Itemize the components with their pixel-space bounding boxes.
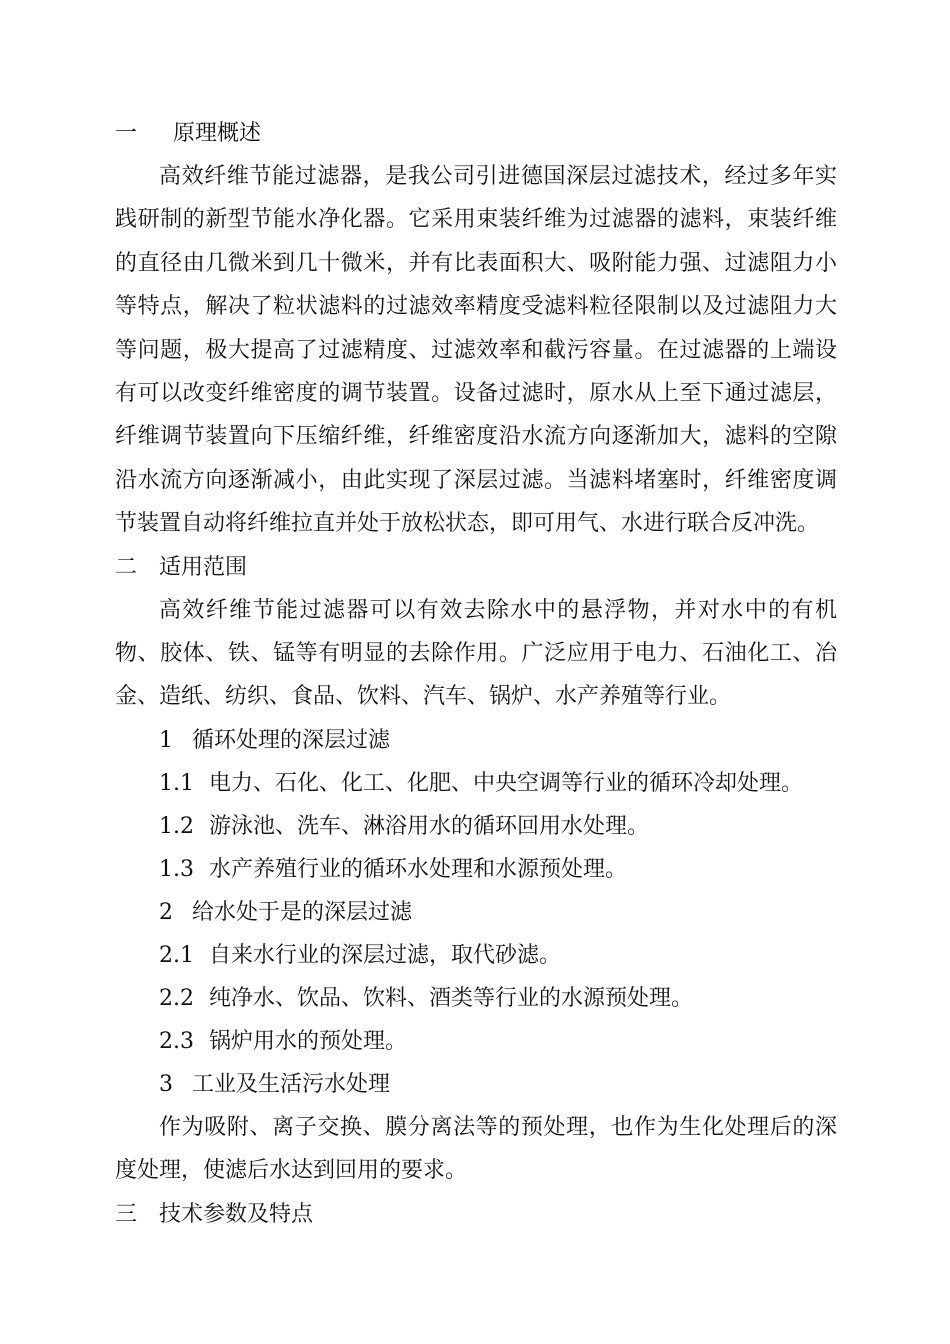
section-2-paragraph: 高效纤维节能过滤器可以有效去除水中的悬浮物，并对水中的有机物、胶体、铁、锰等有明显的去除作用。广泛应用于电力、石油化工、冶金、造纸、纺织、食品、饮料、汽车、锅炉、水产养殖等行业。 xyxy=(115,597,837,710)
list-item-number: 1.2 xyxy=(159,813,194,839)
section-heading-2 xyxy=(115,546,837,589)
list-item-number: 2 xyxy=(159,899,173,925)
list-item-number: 2.1 xyxy=(159,942,194,968)
section-heading-1 xyxy=(115,112,837,155)
list-item-text: 自来水行业的深层过滤，取代砂滤。 xyxy=(209,942,562,968)
list-item xyxy=(115,977,837,1020)
section-title: 技术参数及特点 xyxy=(159,1201,314,1227)
list-item xyxy=(115,891,837,934)
section-2-paragraph-2: 作为吸附、离子交换、膜分离法等的预处理，也作为生化处理后的深度处理，使滤后水达到回用的要求。 xyxy=(115,1114,837,1184)
list-item xyxy=(115,805,837,848)
section-title: 适用范围 xyxy=(159,554,248,580)
document-page xyxy=(115,112,837,1236)
list-item-number: 2.2 xyxy=(159,985,194,1011)
section-heading-3 xyxy=(115,1193,837,1236)
list-item-text: 给水处于是的深层过滤 xyxy=(192,899,413,925)
list-item-text: 循环处理的深层过滤 xyxy=(192,727,391,753)
list-item-text: 纯净水、饮品、饮料、酒类等行业的水源预处理。 xyxy=(209,985,694,1011)
list-item xyxy=(115,719,837,762)
list-item xyxy=(115,934,837,977)
list-item-text: 水产养殖行业的循环水处理和水源预处理。 xyxy=(209,856,628,882)
section-number: 二 xyxy=(115,554,138,580)
list-item-number: 3 xyxy=(159,1071,173,1097)
section-1-paragraph: 高效纤维节能过滤器，是我公司引进德国深层过滤技术，经过多年实践研制的新型节能水净化器。它采用束装纤维为过滤器的滤料，束装纤维的直径由几微米到几十微米，并有比表面积大、吸附能力强、过滤阻力小等特点，解决了粒状滤料的过滤效率精度受滤料粒径限制以及过滤阻力大等问题，极大提高了过滤精度、过滤效率和截污容量。在过滤器的上端设有可以改变纤维密度的调节装置。设备过滤时，原水从上至下通过滤层，纤维调节装置向下压缩纤维，纤维密度沿水流方向逐渐加大，滤料的空隙沿水流方向逐渐减小，由此实现了深层过滤。当滤料堵塞时，纤维密度调节装置自动将纤维拉直并处于放松状态，即可用气、水进行联合反冲洗。 xyxy=(115,164,837,537)
list-item xyxy=(115,762,837,805)
list-item-number: 2.3 xyxy=(159,1028,194,1054)
section-number: 三 xyxy=(115,1201,138,1227)
section-title: 原理概述 xyxy=(173,121,262,146)
list-item xyxy=(115,1020,837,1063)
list-item-number: 1 xyxy=(159,727,173,753)
list-item-number: 1.3 xyxy=(159,856,194,882)
list-item-text: 电力、石化、化工、化肥、中央空调等行业的循环冷却处理。 xyxy=(209,770,804,796)
section-number: 一 xyxy=(115,121,138,146)
list-item-text: 工业及生活污水处理 xyxy=(192,1071,391,1097)
list-item xyxy=(115,1063,837,1106)
list-item-number: 1.1 xyxy=(159,770,194,796)
list-item-text: 锅炉用水的预处理。 xyxy=(209,1028,408,1054)
list-item xyxy=(115,848,837,891)
list-item-text: 游泳池、洗车、淋浴用水的循环回用水处理。 xyxy=(209,813,650,839)
